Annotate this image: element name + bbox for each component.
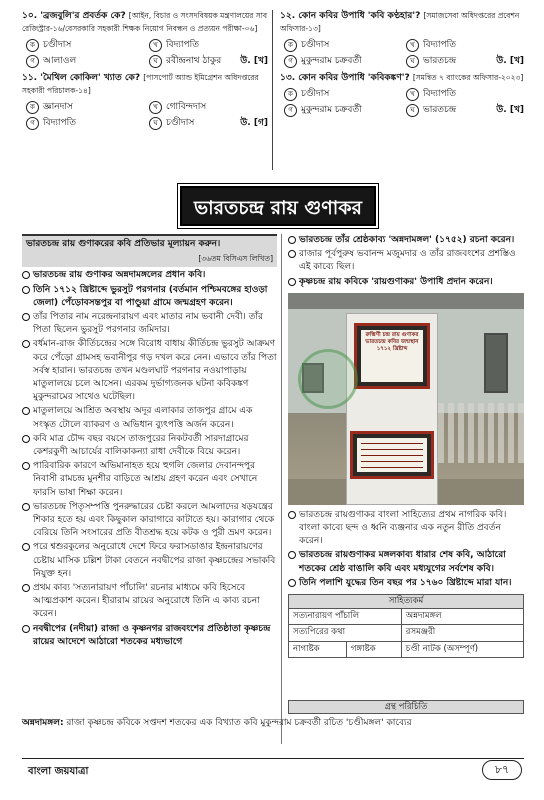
bullet-item [288,276,524,289]
photo-railing [438,403,524,463]
memorial-photo [288,293,524,505]
bullet-text: পারিবারিক কারণে অভিমানাহত হয়ে হুগলি জেলার দেবানন্দপুর নিবাসী রামচন্দ্র মুনশীর বাড়িতে আশ্রয় গ্রহণ করেন এবং সেখানে ফারসি ভাষা শিক্ষা করেন। [33,461,258,498]
option-marker: খ [406,39,419,52]
plaque-text: রুক্মিণী চন্দ্র রায় গুণাকর ভারতচন্দ্র কবির জন্মস্থান ১৭১২ খ্রিষ্টাব্দ [361,330,423,382]
bullet-text: মাতুলালয়ে আশ্রিত অবস্থায় অদূর এলাকার তাজপুর গ্রামে এক সংস্কৃত টোলে ব্যাকরণ ও অভিধান ব্যুৎপত্তি অর্জন করেন। [33,406,253,430]
question-source: [আইন, বিচার ও সংসদবিষয়ক মন্ত্রণালয়ের সাব রেজিস্ট্রার-১৬/বেসরকারি সহকারী শিক্ষক নিয়োগ নিবন্ধন ও প্রত্যয়ন পরীক্ষা-০৬] [22,11,268,33]
option-text: চণ্ডীদাস [301,89,330,100]
book-intro-label: অন্নদামঙ্গল: [22,718,64,728]
bullet-text: তিনি ১৭১২ খ্রিষ্টাব্দে ভুরসুট পরগনার (বর্তমান পশ্চিমবঙ্গের হাওড়া জেলা) পেঁড়োবসন্তপুর বা পাণ্ডুয়া গ্রামে জন্মগ্রহণ করেন। [33,284,268,308]
photo-roof [288,293,524,309]
works-row [289,625,524,641]
option-marker: গ [284,55,297,68]
question-source: [পাসপোর্ট অ্যান্ড ইমিগ্রেশন অধিদপ্তরের সহকারী পরিচালক-১৪] [22,73,259,95]
option-item [26,37,145,53]
bullet-item [22,405,277,431]
question-text: ১২. কোন কবির উপাধি 'কবি কণ্ঠহার'? [সমাজসেবা অধিদপ্তরের প্রবেশন অফিসার-১৩] [280,11,520,33]
left-column [22,234,277,650]
bullet-item [22,433,277,459]
question-text: ১১. 'মৈথিল কোকিল' খ্যাত কে? [পাসপোর্ট অ্যান্ড ইমিগ্রেশন অধিদপ্তরের সহকারী পরিচালক-১৪] [22,73,259,95]
option-item [26,99,145,115]
bullet-circle-icon [22,584,30,592]
bullet-circle-icon [22,625,30,633]
question-box: ভারতচন্দ্র রায় গুণাকরের কবি প্রতিভার মূল্যায়ন করুন। [22,234,277,252]
left-bullet-list [22,269,277,649]
option-text: ভারতচন্দ্র [423,105,457,116]
option-marker: ঘ [149,117,162,130]
center-divider [281,234,282,744]
option-item [406,103,524,119]
option-item [149,37,268,53]
option-text: বিদ্যাপতি [43,117,76,128]
option-item [284,103,402,119]
option-text: মুকুন্দরাম চক্রবর্তী [301,105,362,116]
bullet-text: প্রথম কাব্য 'সত্যনারায়ণ পাঁচালি' রচনার মাধ্যমে কবি হিসেবে আত্মপ্রকাশ করেন। হীরারাম রায়ের অনুরোধে তিনি এ কাব্য রচনা করেন। [33,583,260,620]
works-row [289,609,524,625]
book-intro-section [22,700,524,730]
works-cell: রসমঞ্জরী [401,625,523,641]
option-text: রবীন্দ্রনাথ ঠাকুর [166,55,222,66]
bullet-item [22,338,277,404]
option-marker: ক [26,101,39,114]
bullet-item [22,460,277,500]
bullet-item [22,582,277,622]
option-item [26,53,145,69]
chapter-banner: ভারতচন্দ্র রায় গুণাকর [180,186,376,226]
bullet-text: ভারতচন্দ্র তাঁর শ্রেষ্ঠকাব্য 'অন্নদামঙ্গল' (১৭৫২) রচনা করেন। [299,235,515,245]
option-item [284,37,402,53]
option-marker: ঘ [406,55,419,68]
option-text: চণ্ডীদাস [301,39,330,50]
option-marker: ক [26,39,39,52]
bullet-item [288,234,524,247]
question-text: ১০. 'ব্রজবুলি'র প্রবর্তক কে? [আইন, বিচার ও সংসদবিষয়ক মন্ত্রণালয়ের সাব রেজিস্ট্রার-১৬/বেসরকারি সহকারী শিক্ষক নিয়োগ নিবন্ধন ও প্রত্যয়ন পরীক্ষা-০৬] [22,11,268,33]
bullet-item [22,284,277,310]
option-text: বিদ্যাপতি [166,39,199,50]
bullet-item [288,549,524,575]
option-item [406,37,524,53]
right-column [288,234,524,658]
bullet-circle-icon [22,407,30,415]
bullet-text: কবি মাত্র চৌদ্দ বছর বয়সে তাজপুরের নিকটবর্তী সারদাগ্রামের কেশরকুণী আচার্যের বালিকাকন্যা রাধা দেবীকে বিয়ে করেন। [33,433,249,458]
works-cell: অন্নদামঙ্গল [401,609,523,625]
option-marker: গ [26,55,39,68]
page-number: ৮৭ [482,760,522,780]
bullet-circle-icon [22,435,30,443]
option-text: চণ্ডীদাস [166,117,195,128]
bullet-text: তাঁর পিতার নাম নরেন্দ্রনারায়ণ এবং মাতার নাম ভবানী দেবী। তাঁর পিতা ছিলেন ভুরসুট পরগনার জমিদার। [33,312,263,336]
option-item [284,53,402,69]
works-cell: চণ্ডী নাটক (অসম্পূর্ণ) [401,641,523,657]
option-marker: গ [284,104,297,117]
option-item [149,53,268,69]
book-intro-header: গ্রন্থ পরিচিতি [288,700,524,714]
answer-label: উ. [গ] [240,117,268,128]
question-source: [সমন্বিত ৭ ব্যাংকের অফিসার-২০২৩] [412,73,524,82]
option-text: ভারতচন্দ্র [423,55,457,66]
bullet-text: ভারতচন্দ্র রায় গুণাকর অন্নদামঙ্গলের প্রধান কবি। [33,270,206,281]
works-table-header: সাহিত্যকর্ম [289,595,524,609]
bullet-text: কৃষ্ণচন্দ্র রায় কবিকে 'রায়গুণাকর' উপাধি প্রদান করেন। [299,276,493,287]
option-marker: ঘ [149,55,162,68]
bullet-circle-icon [288,511,296,519]
bullet-circle-icon [22,286,30,294]
bullet-text: ভারতচন্দ্র রায়গুণাকর বাংলা সাহিত্যের প্রথম নাগরিক কবি। বাংলা কাব্যে ছন্দ ও ধ্বনি ব্যঞ্জনার এক নতুন রীতি প্রবর্তন করেন। [299,509,507,547]
answer-label: উ. [খ] [240,55,268,66]
options-grid [26,37,268,69]
bullet-text: নবদ্বীপের (নদীয়া) রাজা ও কৃষ্ণনগর রাজবংশের প্রতিষ্ঠাতা কৃষ্ণচন্দ্র রায়ের আদেশে আঠারো শতকের মধ্যভাগে [33,623,271,647]
bullet-circle-icon [22,313,30,321]
bullet-circle-icon [288,278,296,286]
bullet-text: পরে শ্বশুরকুলের অনুরোধে দেশে ফিরে ফরাসডাঙার ইন্দ্রনারায়ণের চেষ্টায় মাসিক চল্লিশ টাকা বেতনে নবদ্বীপের রাজা কৃষ্ণচন্দ্রের সভাকবি নিযুক্ত হন। [33,542,276,579]
bullet-item [22,269,277,282]
bullet-item [288,577,524,590]
bullet-text: ভারতচন্দ্র রায়গুণাকর মঙ্গলকাব্য ধারার শেষ কবি, আঠারো শতকের শ্রেষ্ঠ বাঙালি কবি এবং মধ্যযুগের সর্বশেষ কবি। [299,550,506,574]
option-text: চণ্ডীদাস [43,39,72,50]
mcq-section [22,10,524,178]
works-cell: নাগাষ্টক [289,641,347,657]
book-intro-body: রাজা কৃষ্ণচন্দ্র কবিকে সপ্তদশ শতকের এক বিখ্যাত কবি মুকুন্দরাম চক্রবর্তী রচিত 'চণ্ডীমঙ্গল' কাব্যের [66,718,412,728]
works-cell: সত্যনারায়ণ পাঁচালি [289,609,402,625]
option-item [149,99,268,115]
option-item [406,87,524,103]
option-item [406,53,524,69]
option-item [149,115,268,131]
memorial-plaque-top [354,323,430,389]
option-text: বিদ্যাপতি [423,89,456,100]
page-footer [22,758,524,782]
bullet-text: ভারতচন্দ্র পিতৃসম্পত্তি পুনরুদ্ধারের চেষ্টা করলে আমলাদের ষড়যন্ত্রের শিকার হতে হয় এবং কিছুকাল কারাগারে কাটাতে হয়। কারাগার থেকে বেরিয়ে তিনি সংসারের প্রতি বীতশ্রদ্ধ হয়ে কটক ও পুরী ভ্রমণ করেন। [33,501,275,539]
option-marker: খ [406,88,419,101]
option-text: আলাওল [43,55,77,66]
answer-label: উ. [খ] [496,105,524,116]
option-marker: গ [26,117,39,130]
memorial-plaque-bottom [350,431,434,479]
bullet-circle-icon [22,340,30,348]
works-table [288,594,524,658]
bullet-circle-icon [288,250,296,258]
bullet-circle-icon [22,462,30,470]
watermark-seal [298,349,358,409]
option-item [284,87,402,103]
option-text: বিদ্যাপতি [423,39,456,50]
bullet-circle-icon [288,579,296,587]
question-source: [সমাজসেবা অধিদপ্তরের প্রবেশন অফিসার-১৩] [280,11,520,33]
bullet-circle-icon [22,271,30,279]
option-marker: ক [284,88,297,101]
option-text: গোবিন্দদাস [166,101,207,112]
bullet-text: রাজার পূর্বপুরুষ ভবানন্দ মজুমদার ও তাঁর রাজবংশের প্রশস্তিও এই কাব্যে ছিল। [299,249,516,273]
bullet-text: বর্ধমান-রাজ কীর্তিচন্দ্রের সঙ্গে বিরোধ বাধায় কীর্তিচন্দ্র ভুরসুট আক্রমণ করে পেঁড়ো গ্রামসহ ভবানীপুর গড় দখল করে নেন। এভাবে তাঁর পিতা সর্বস্ব হারান। ভারতচন্দ্র তখন মণ্ডলঘাট পরগনার নওয়াপাড়ায় মাতুলালয়ে চলে আসেন। এরকম দুর্ভাগ্যজনক ঘটনা কবিকঙ্কণ মুকুন্দরামের সাথেও ঘটেছিল। [33,339,277,403]
bullet-circle-icon [22,503,30,511]
option-marker: ক [284,39,297,52]
options-grid [284,87,524,119]
bullet-item [288,248,524,274]
book-intro-text [22,717,524,730]
option-text: মুকুন্দরাম চক্রবর্তী [301,55,362,66]
bullet-item [288,509,524,549]
option-marker: খ [149,39,162,52]
bullet-text: তিনি পলাশি যুদ্ধের তিন বছর পর ১৭৬০ খ্রিষ্টাব্দে মারা যান। [299,577,512,588]
option-text: জ্ঞানদাস [43,101,73,112]
book-title: বাংলা জয়যাত্রা [28,766,89,777]
photo-window [484,333,508,393]
bullet-item [22,541,277,581]
bullet-circle-icon [22,543,30,551]
option-item [26,115,145,131]
question-text: ১৩. কোন কবির উপাধি 'কবিকঙ্কণ'? [সমন্বিত ৭ ব্যাংকের অফিসার-২০২৩] [280,73,524,83]
bullet-circle-icon [288,551,296,559]
works-cell: গঙ্গাষ্টক [346,641,401,657]
options-grid [284,37,524,69]
bullet-circle-icon [288,236,296,244]
question-reference: [৩৬তম বিসিএস লিখিত] [22,252,277,267]
right-top-bullets [288,234,524,289]
right-bottom-bullets [288,509,524,590]
mcq-column-left [22,10,268,134]
mcq-column-right [280,10,524,122]
option-marker: ঘ [406,104,419,117]
works-row [289,641,524,657]
options-grid [26,99,268,131]
column-divider [272,10,273,170]
bullet-item [22,311,277,337]
bullet-item [22,501,277,541]
bullet-item [22,623,277,649]
answer-label: উ. [খ] [496,55,524,66]
option-marker: খ [149,101,162,114]
works-cell: সত্যপিরের কথা [289,625,402,641]
